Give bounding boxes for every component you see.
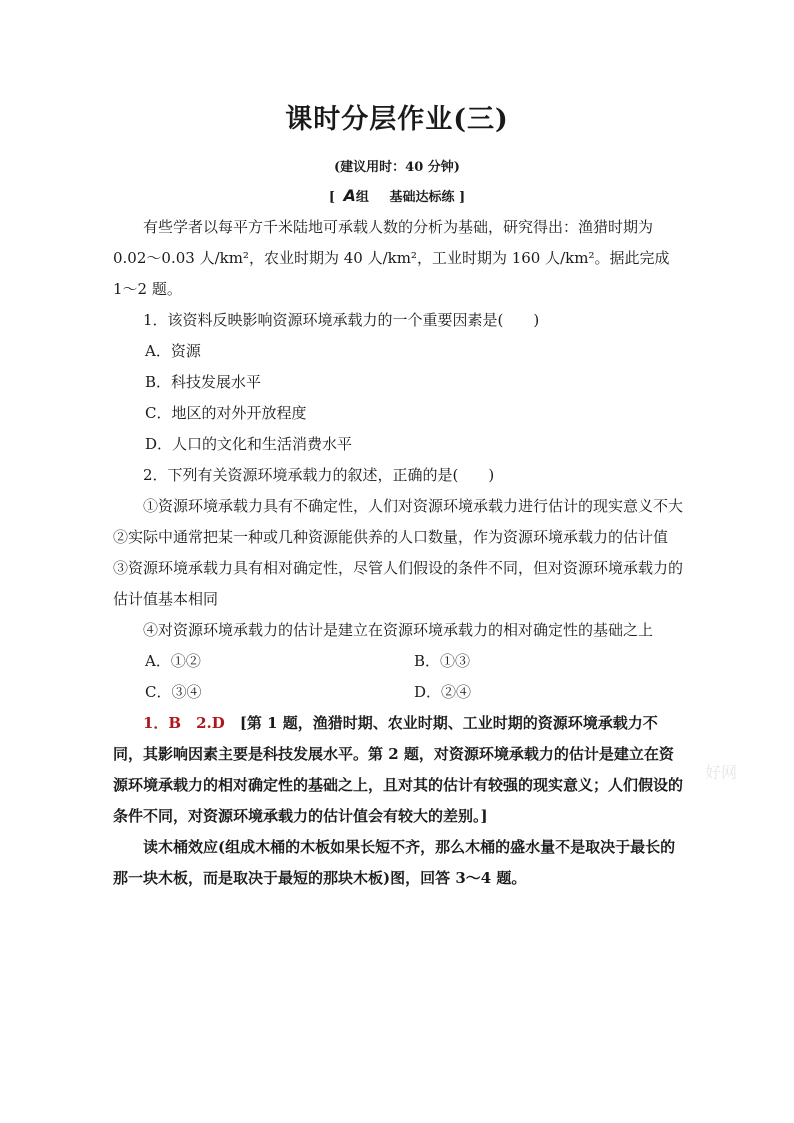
question-2-stem: 2．下列有关资源环境承载力的叙述，正确的是( ): [143, 466, 495, 484]
question-1-option-c: C．地区的对外开放程度: [145, 404, 307, 422]
question-1-option-d: D．人口的文化和生活消费水平: [145, 435, 353, 453]
question-1-option-a: A．资源: [145, 342, 201, 360]
question-2-statement-4: ④对资源环境承载力的估计是建立在资源环境承载力的相对确定性的基础之上: [143, 621, 654, 639]
answer-key: 1．B 2.D: [143, 714, 225, 732]
question-2-option-a: A．①②: [145, 652, 201, 670]
material-intro: 有些学者以每平方千米陆地可承载人数的分析为基础，研究得出：渔猎时期为 0.02～0.03 人/km²，农业时期为 40 人/km²，工业时期为 160 人/km²。据此完成 1～2 题。: [113, 218, 670, 298]
group-bracket-open: [: [328, 190, 335, 205]
question-1-option-b: B．科技发展水平: [145, 373, 262, 391]
page-title: 课时分层作业(三): [285, 104, 509, 135]
group-heading: [0, 186, 794, 205]
question-2-option-b: B．①③: [414, 652, 471, 670]
suggested-time: (建议用时：40 分钟): [334, 160, 460, 175]
answer-explanation: [第 1 题，渔猎时期、农业时期、工业时期的资源环境承载力不同，其影响因素主要是科技发展水平。第 2 题，对资源环境承载力的估计是建立在资源环境承载力的相对确定性的基础之上，且对其的估计有较强的现实意义；人们假设的条件不同，对资源环境承载力的估计值会有较大的差别。]: [113, 714, 684, 825]
question-2-option-c: C．③④: [145, 683, 202, 701]
watermark: 好网: [705, 763, 738, 782]
group-bracket-close: ]: [459, 190, 466, 205]
group-label: 基础达标练: [389, 190, 455, 205]
question-2-statements: ①资源环境承载力具有不确定性，人们对资源环境承载力进行估计的现实意义不大 ②实际中通常把某一种或几种资源能供养的人口数量，作为资源环境承载力的估计值 ③资源环境承载力具有相对确定性，尽管人们假设的条件不同，但对资源环境承载力的估计值基本相同: [113, 497, 699, 608]
next-material-intro: 读木桶效应(组成木桶的木板如果长短不齐，那么木桶的盛水量不是取决于最长的那一块木板，而是取决于最短的那块木板)图，回答 3～4 题。: [113, 838, 676, 887]
question-2-options-row-1: [113, 646, 683, 677]
question-2-option-d: D．②④: [414, 683, 472, 701]
question-2-options-row-2: [113, 677, 683, 708]
group-name: 组: [355, 190, 369, 205]
answer-block: [113, 708, 683, 832]
question-1-stem: 1．该资料反映影响资源环境承载力的一个重要因素是( ): [143, 311, 540, 329]
group-letter-badge: A: [343, 186, 356, 205]
document-body: [113, 212, 699, 894]
